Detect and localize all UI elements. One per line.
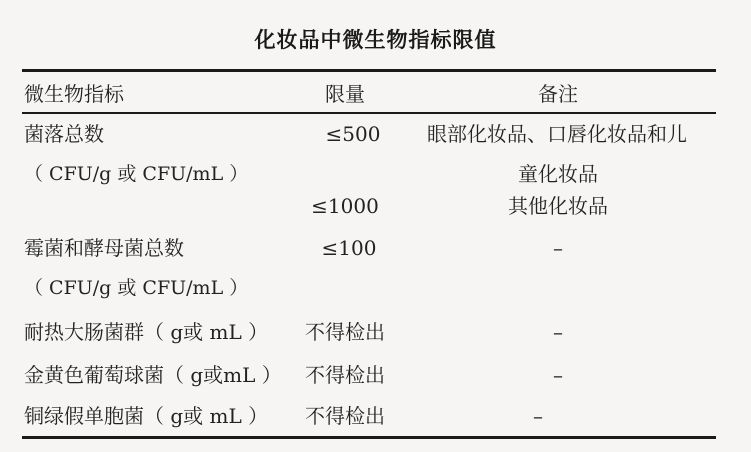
row-1-note-1: 眼部化妆品、口唇化妆品和儿 [427, 122, 687, 146]
row-3-limit: 不得检出 [305, 320, 385, 344]
table-top-rule [22, 69, 716, 72]
row-5-limit: 不得检出 [305, 404, 385, 428]
row-4-limit: 不得检出 [305, 363, 385, 387]
row-2-note: – [553, 236, 563, 260]
header-note: 备注 [538, 82, 578, 106]
row-2-indicator: 霉菌和酵母菌总数 [24, 236, 184, 260]
row-1-limit-2: ≤1000 [311, 194, 379, 218]
table-bottom-rule [22, 436, 716, 439]
row-5-indicator: 铜绿假单胞菌（ g或 mL ） [24, 404, 269, 428]
row-2-unit: （ CFU/g 或 CFU/mL ） [24, 277, 249, 299]
table-header-rule [22, 112, 716, 114]
row-4-note: – [553, 363, 563, 387]
header-limit: 限量 [325, 82, 365, 106]
table-title: 化妆品中微生物指标限值 [254, 28, 497, 52]
header-indicator: 微生物指标 [24, 82, 124, 106]
row-1-note-3: 其他化妆品 [508, 194, 608, 218]
row-2-limit: ≤100 [321, 236, 377, 260]
row-1-note-2: 童化妆品 [518, 162, 598, 186]
row-1-indicator: 菌落总数 [24, 122, 104, 146]
row-3-note: – [553, 320, 563, 344]
row-4-indicator: 金黄色葡萄球菌（ g或mL ） [24, 363, 282, 387]
row-1-limit-1: ≤500 [325, 122, 381, 146]
row-1-unit: （ CFU/g 或 CFU/mL ） [24, 163, 249, 185]
row-3-indicator: 耐热大肠菌群（ g或 mL ） [24, 320, 269, 344]
row-5-note: – [533, 404, 543, 428]
